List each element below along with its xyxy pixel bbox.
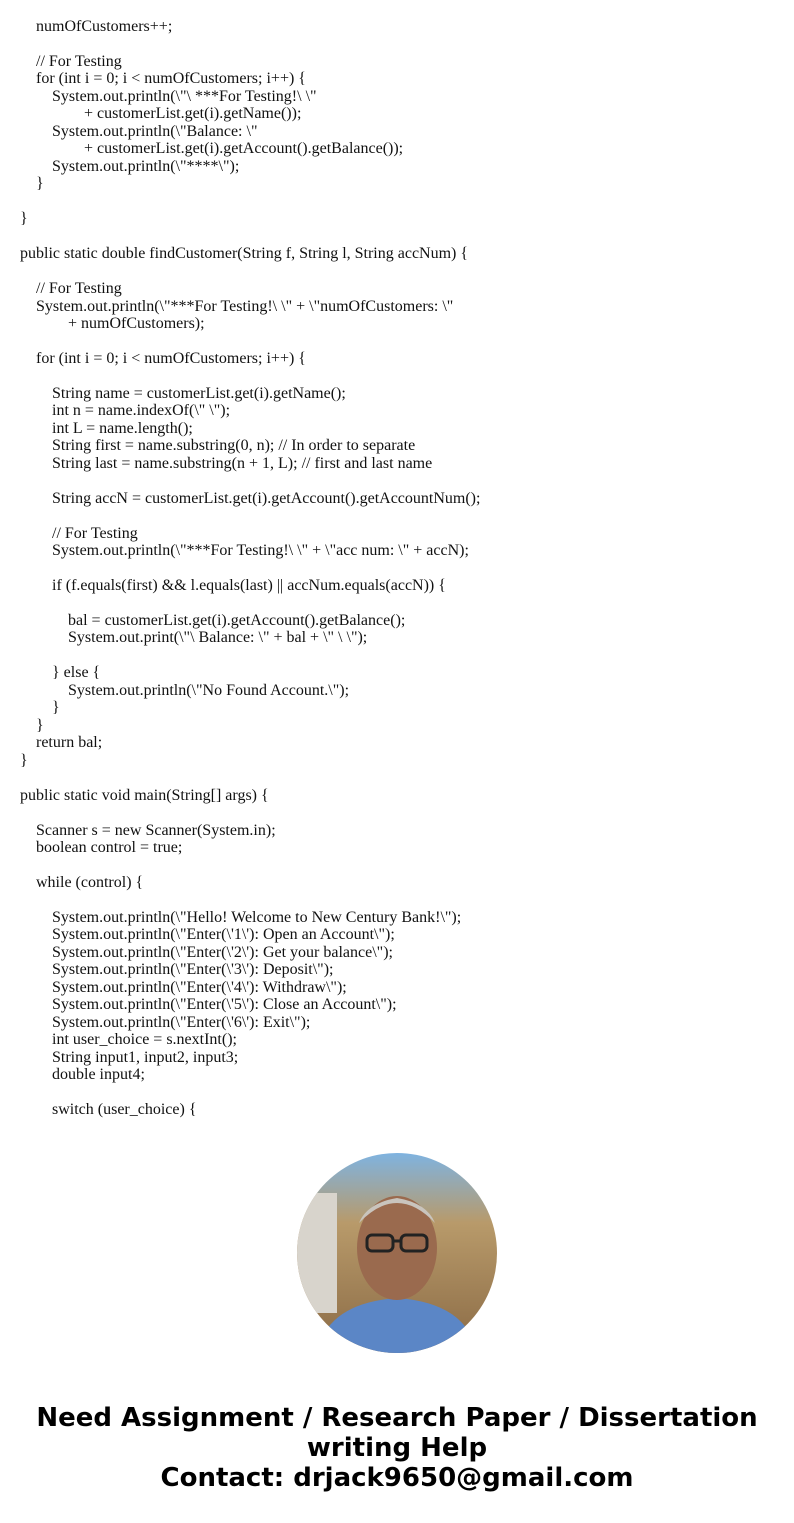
code-block bbox=[20, 18, 480, 1119]
code-line: double input4; bbox=[20, 1066, 145, 1084]
code-line: } else { bbox=[20, 664, 101, 682]
code-line: System.out.println(\"Enter(\'6\'): Exit\"); bbox=[20, 1013, 311, 1031]
code-line: System.out.println(\"Hello! Welcome to New Century Bank!\"); bbox=[20, 908, 462, 926]
code-line: int L = name.length(); bbox=[20, 419, 193, 437]
code-line: } bbox=[20, 716, 44, 734]
code-line: } bbox=[20, 751, 28, 769]
footer-banner bbox=[0, 1403, 794, 1493]
code-line: + numOfCustomers); bbox=[20, 314, 205, 332]
code-line bbox=[20, 594, 480, 611]
code-line: if (f.equals(first) && l.equals(last) || accNum.equals(accN)) { bbox=[20, 577, 446, 594]
code-line bbox=[20, 857, 480, 874]
code-line: } bbox=[20, 699, 60, 717]
code-line: String last = name.substring(n + 1, L); // first and last name bbox=[20, 454, 433, 472]
code-line: // For Testing bbox=[20, 52, 122, 70]
code-line: int n = name.indexOf(\" \"); bbox=[20, 402, 231, 420]
code-line: System.out.println(\"Enter(\'4\'): Withdraw\"); bbox=[20, 978, 347, 996]
code-line: System.out.println(\"Enter(\'3\'): Deposit\"); bbox=[20, 961, 334, 979]
code-line: System.out.println(\"Enter(\'1\'): Open an Account\"); bbox=[20, 926, 395, 944]
code-line bbox=[20, 891, 480, 908]
code-line: System.out.println(\"****\"); bbox=[20, 157, 240, 175]
code-line: public static void main(String[] args) { bbox=[20, 786, 269, 804]
code-line: boolean control = true; bbox=[20, 839, 183, 857]
code-line: while (control) { bbox=[20, 873, 144, 891]
code-line: System.out.println(\"No Found Account.\"); bbox=[20, 681, 350, 699]
code-line: // For Testing bbox=[20, 280, 122, 298]
code-line: + customerList.get(i).getName()); bbox=[20, 105, 302, 123]
code-line: System.out.println(\"\ ***For Testing!\ \" bbox=[20, 87, 317, 105]
code-line: Scanner s = new Scanner(System.in); bbox=[20, 821, 276, 839]
footer-contact: Contact: drjack9650@gmail.com bbox=[160, 1463, 634, 1493]
code-line: String first = name.substring(0, n); // In order to separate bbox=[20, 437, 416, 455]
author-photo bbox=[297, 1153, 497, 1353]
code-line bbox=[20, 263, 480, 280]
code-line: public static double findCustomer(String f, String l, String accNum) { bbox=[20, 245, 469, 263]
code-line: for (int i = 0; i < numOfCustomers; i++) { bbox=[20, 70, 306, 88]
code-line bbox=[20, 507, 480, 524]
footer-line-help: Need Assignment / Research Paper / Dissertation bbox=[36, 1403, 758, 1433]
code-line bbox=[20, 1084, 480, 1101]
code-line bbox=[20, 560, 480, 577]
footer-line-help-cont: writing Help bbox=[306, 1433, 488, 1463]
code-line: int user_choice = s.nextInt(); bbox=[20, 1031, 237, 1049]
code-line: } bbox=[20, 175, 44, 193]
code-line: } bbox=[20, 210, 28, 228]
code-line: System.out.println(\"Enter(\'2\'): Get your balance\"); bbox=[20, 943, 393, 961]
code-line bbox=[20, 804, 480, 821]
code-line: for (int i = 0; i < numOfCustomers; i++) { bbox=[20, 349, 306, 367]
code-line bbox=[20, 35, 480, 52]
code-line: // For Testing bbox=[20, 524, 138, 542]
code-line bbox=[20, 647, 480, 664]
code-line: String accN = customerList.get(i).getAccount().getAccountNum(); bbox=[20, 489, 481, 507]
code-line: bal = customerList.get(i).getAccount().getBalance(); bbox=[20, 611, 406, 629]
code-line: switch (user_choice) { bbox=[20, 1101, 197, 1119]
code-line: + customerList.get(i).getAccount().getBalance()); bbox=[20, 140, 404, 158]
code-line: System.out.println(\"***For Testing!\ \" + \"acc num: \" + accN); bbox=[20, 542, 469, 560]
code-line bbox=[20, 472, 480, 489]
code-line bbox=[20, 228, 480, 245]
code-line: return bal; bbox=[20, 734, 103, 752]
code-line bbox=[20, 769, 480, 786]
code-line bbox=[20, 332, 480, 349]
code-line: numOfCustomers++; bbox=[20, 18, 173, 35]
code-line: System.out.println(\"Balance: \" bbox=[20, 122, 258, 140]
code-line bbox=[20, 367, 480, 384]
code-line: System.out.print(\"\ Balance: \" + bal + \" \ \"); bbox=[20, 629, 368, 647]
code-line: System.out.println(\"Enter(\'5\'): Close an Account\"); bbox=[20, 996, 397, 1014]
code-line: String input1, input2, input3; bbox=[20, 1048, 239, 1066]
code-line: System.out.println(\"***For Testing!\ \" + \"numOfCustomers: \" bbox=[20, 297, 454, 315]
code-line: String name = customerList.get(i).getName(); bbox=[20, 384, 346, 402]
code-line bbox=[20, 193, 480, 210]
